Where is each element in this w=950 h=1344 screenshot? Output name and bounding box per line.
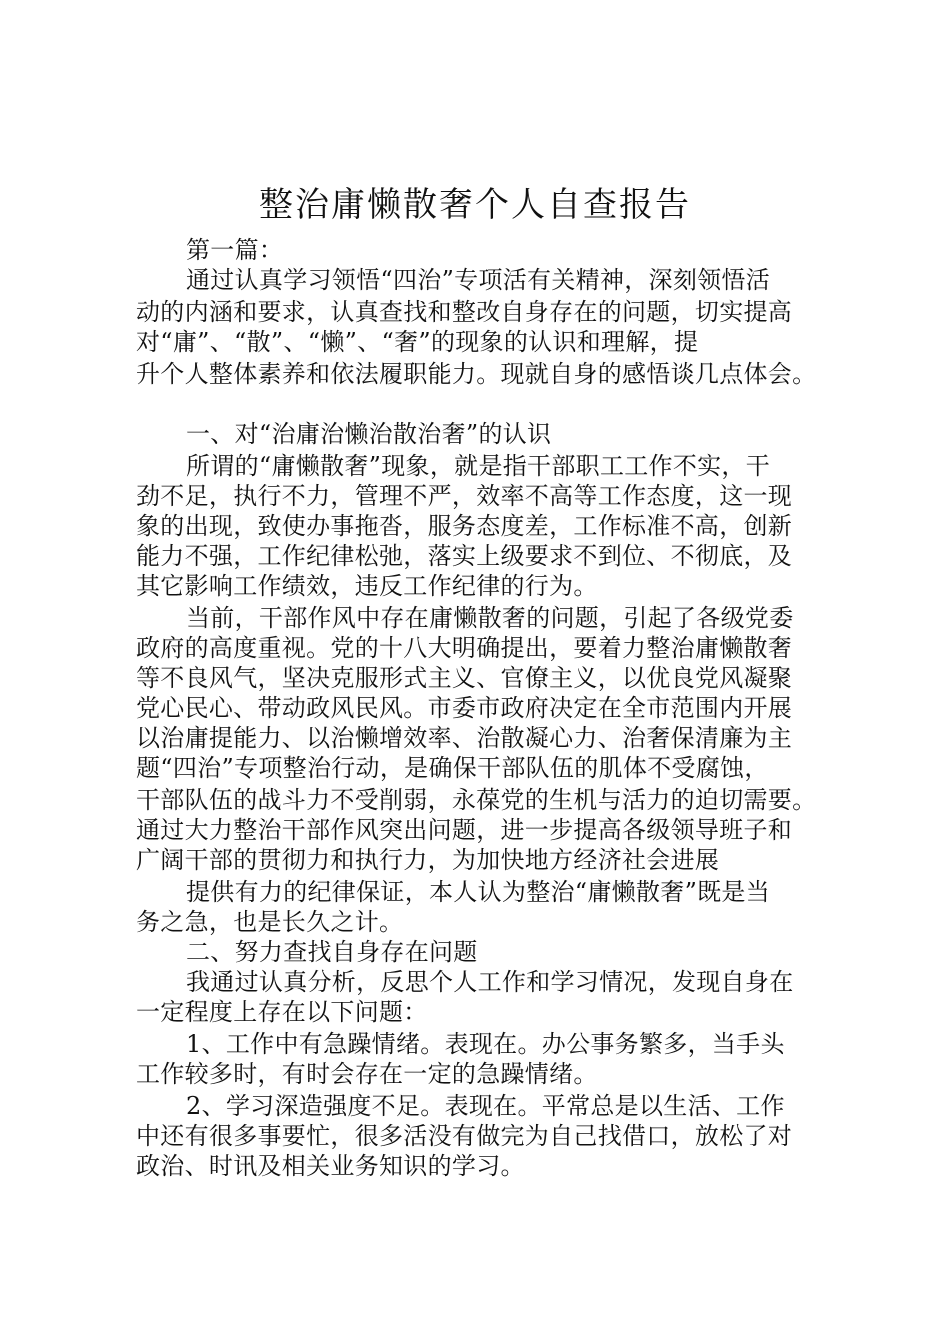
list-item: 2、学习深造强度不足。表现在。平常总是以生活、工作: [186, 1092, 785, 1120]
text-line: 动的内涵和要求，认真查找和整改自身存在的问题，切实提高: [136, 298, 793, 326]
text-line: 对“庸”、“散”、“懒”、“奢”的现象的认识和理解，提: [136, 328, 699, 356]
text-line: 劲不足，执行不力，管理不严，效率不高等工作态度，这一现: [136, 482, 793, 510]
list-item: 1、工作中有急躁情绪。表现在。办公事务繁多，当手头: [186, 1030, 785, 1058]
text-line: 广阔干部的贯彻力和执行力，为加快地方经济社会进展: [136, 846, 720, 874]
text-line: 政治、时讯及相关业务知识的学习。: [136, 1152, 525, 1180]
text-line: 其它影响工作绩效，违反工作纪律的行为。: [136, 572, 598, 600]
text-line: 干部队伍的战斗力不受削弱，永葆党的生机与活力的迫切需要。: [136, 786, 817, 814]
text-line: 升个人整体素养和依法履职能力。现就自身的感悟谈几点体会。: [136, 360, 817, 388]
document-title: 整治庸懒散奢个人自查报告: [259, 185, 691, 225]
text-line: 政府的高度重视。党的十八大明确提出，要着力整治庸懒散奢: [136, 634, 793, 662]
text-line: 通过大力整治干部作风突出问题，进一步提高各级领导班子和: [136, 816, 793, 844]
text-line: 题“四治”专项整治行动，是确保干部队伍的肌体不受腐蚀，: [136, 754, 769, 782]
text-line: 等不良风气，坚决克服形式主义、官僚主义，以优良党风凝聚: [136, 664, 793, 692]
text-line: 中还有很多事要忙，很多活没有做完为自己找借口，放松了对: [136, 1122, 793, 1150]
text-line: 以治庸提能力、以治懒增效率、治散凝心力、治奢保清廉为主: [136, 724, 793, 752]
section-heading: 一、对“治庸治懒治散治奢”的认识: [186, 420, 552, 448]
section-heading: 二、努力查找自身存在问题: [186, 938, 478, 966]
text-line: 第一篇：: [186, 236, 284, 264]
text-line: 我通过认真分析，反思个人工作和学习情况，发现自身在: [186, 968, 794, 996]
text-line: 务之急，也是长久之计。: [136, 908, 404, 936]
text-line: 通过认真学习领悟“四治”专项活有关精神，深刻领悟活: [186, 266, 771, 294]
text-line: 象的出现，致使办事拖沓，服务态度差，工作标准不高，创新: [136, 512, 793, 540]
text-line: 一定程度上存在以下问题：: [136, 998, 428, 1026]
text-line: 提供有力的纪律保证，本人认为整治“庸懒散奢”既是当: [186, 878, 771, 906]
text-line: 党心民心、带动政风民风。市委市政府决定在全市范围内开展: [136, 694, 793, 722]
text-line: 所谓的“庸懒散奢”现象，就是指干部职工工作不实，干: [186, 452, 771, 480]
text-line: 能力不强，工作纪律松弛，落实上级要求不到位、不彻底，及: [136, 542, 793, 570]
text-line: 当前，干部作风中存在庸懒散奢的问题，引起了各级党委: [186, 604, 794, 632]
text-line: 工作较多时，有时会存在一定的急躁情绪。: [136, 1060, 598, 1088]
